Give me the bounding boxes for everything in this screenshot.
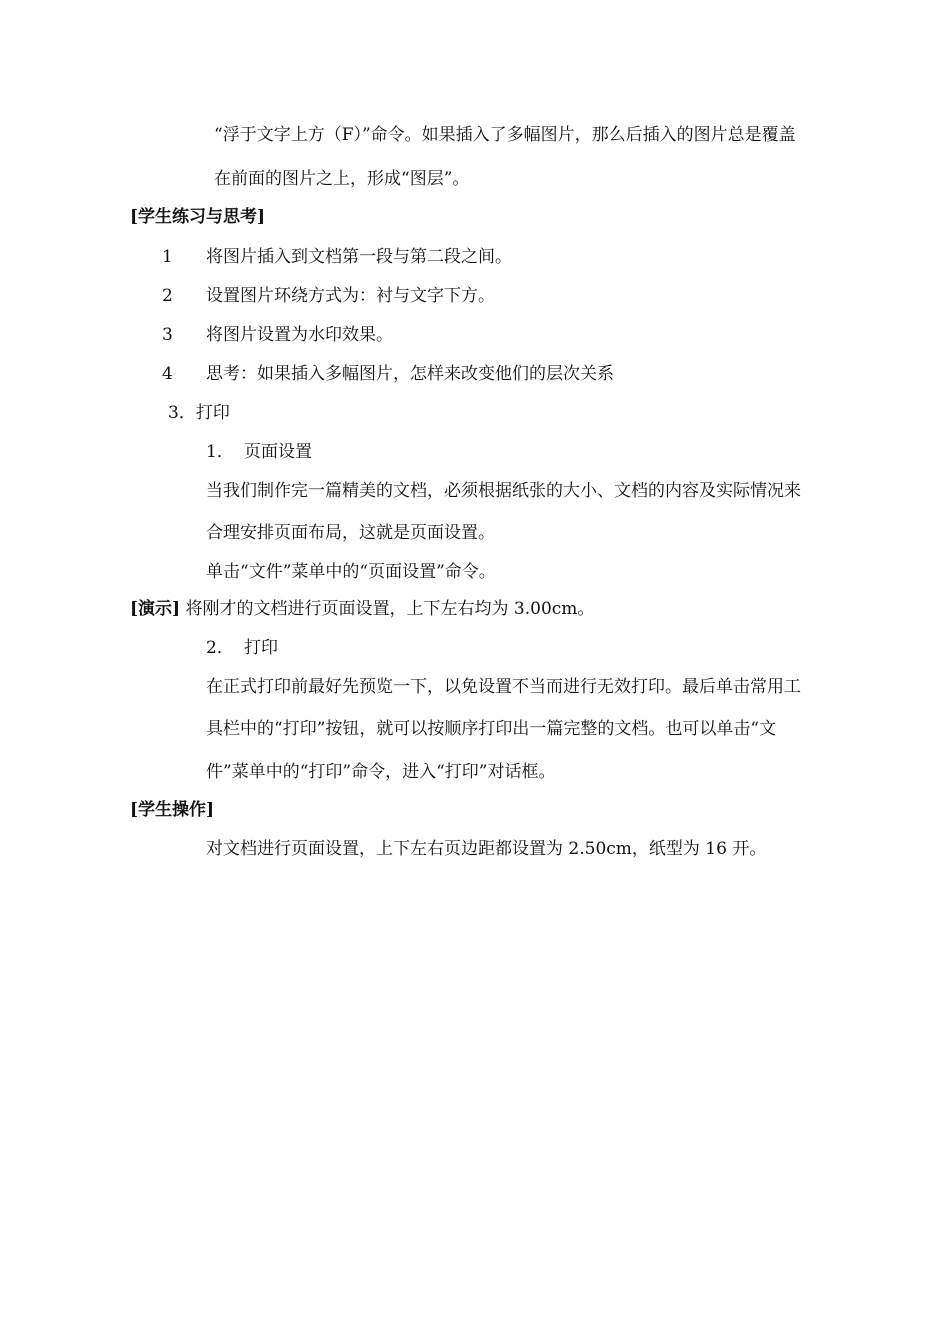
- list-text: 思考：如果插入多幅图片，怎样来改变他们的层次关系: [206, 364, 614, 384]
- subsection-number: 1．: [206, 442, 234, 462]
- demo-text: 将刚才的文档进行页面设置，上下左右均为 3.00cm。: [185, 599, 595, 619]
- list-text: 设置图片环绕方式为：衬与文字下方。: [206, 286, 495, 306]
- paragraph-line: 当我们制作完一篇精美的文档，必须根据纸张的大小、文档的内容及实际情况来: [206, 481, 801, 501]
- paragraph-line: “浮于文字上方（F）”命令。如果插入了多幅图片，那么后插入的图片总是覆盖: [214, 125, 796, 145]
- list-text: 将图片设置为水印效果。: [206, 325, 393, 345]
- subsection-text: 页面设置: [244, 442, 312, 462]
- paragraph-line: 件”菜单中的“打印”命令，进入“打印”对话框。: [206, 762, 556, 782]
- list-item: [162, 324, 393, 346]
- list-item: [162, 246, 512, 268]
- list-number: 3: [162, 325, 173, 345]
- paragraph-line: 合理安排页面布局，这就是页面设置。: [206, 523, 495, 543]
- paragraph-line: 在前面的图片之上，形成“图层”。: [214, 169, 470, 189]
- demo-line: [130, 598, 594, 620]
- paragraph-line: 单击“文件”菜单中的“页面设置”命令。: [206, 562, 496, 582]
- list-number: 2: [162, 286, 173, 306]
- section-title: 3．打印: [168, 403, 230, 423]
- subsection-text: 打印: [244, 638, 278, 658]
- subsection-title: [206, 637, 278, 659]
- list-item: [162, 363, 614, 385]
- list-text: 将图片插入到文档第一段与第二段之间。: [206, 247, 512, 267]
- paragraph-line: 具栏中的“打印”按钮，就可以按顺序打印出一篇完整的文档。也可以单击“文: [206, 719, 777, 739]
- subsection-number: 2．: [206, 638, 234, 658]
- paragraph-line: 在正式打印前最好先预览一下，以免设置不当而进行无效打印。最后单击常用工: [206, 677, 801, 697]
- list-item: [162, 285, 495, 307]
- list-number: 1: [162, 247, 173, 267]
- subsection-title: [206, 441, 312, 463]
- demo-label: [演示]: [130, 599, 181, 619]
- paragraph-line: 对文档进行页面设置，上下左右页边距都设置为 2.50cm，纸型为 16 开。: [206, 839, 767, 859]
- section-heading: [学生操作]: [130, 800, 215, 820]
- section-heading: [学生练习与思考]: [130, 207, 266, 227]
- list-number: 4: [162, 364, 173, 384]
